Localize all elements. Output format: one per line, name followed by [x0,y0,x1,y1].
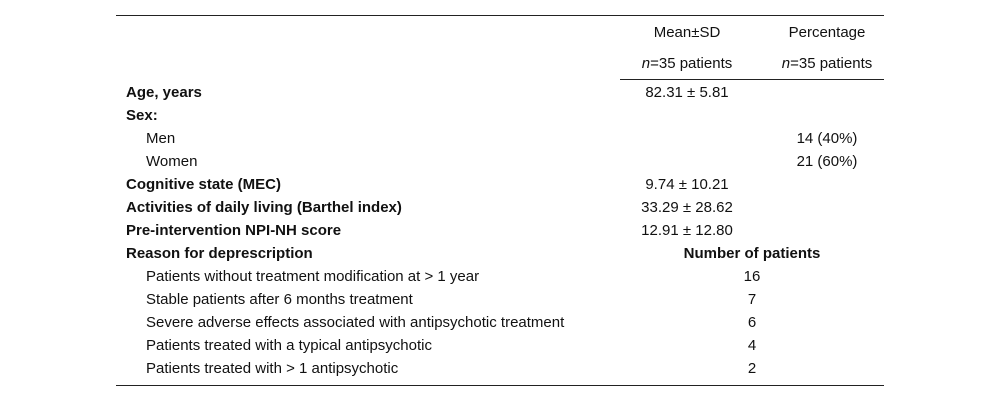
row-pct: 14 (40%) [796,130,858,147]
row-label: Pre-intervention NPI-NH score [126,222,342,239]
header-row-titles [116,21,884,44]
reason-item-label: Patients treated with a typical antipsychotic [146,337,432,354]
row-pct: 21 (60%) [796,153,858,170]
reason-header-row [116,242,884,265]
table-row [116,173,884,196]
table-row [116,265,884,288]
reason-item-label: Stable patients after 6 months treatment [146,291,413,308]
reason-item-count: 4 [747,337,757,354]
table-row [116,104,884,127]
row-mean: 12.91 ± 12.80 [641,222,733,239]
header-percentage: Percentage [788,24,866,41]
header-divider [620,79,884,80]
table-row [116,196,884,219]
header-mean-sd: Mean±SD [653,24,721,41]
table-row [116,288,884,311]
patient-characteristics-table [116,15,884,386]
reason-item-label: Patients without treatment modification at > 1 year [146,268,480,285]
header-row-n [116,52,884,75]
reason-item-count: 2 [747,360,757,377]
header-mean-n: n=35 patients [641,55,733,72]
table-row [116,311,884,334]
table-row [116,219,884,242]
row-mean: 82.31 ± 5.81 [645,84,729,101]
row-label: Women [146,153,198,170]
reason-label: Reason for deprescription [126,245,313,262]
reason-item-count: 7 [747,291,757,308]
reason-item-count: 16 [743,268,761,285]
table-row [116,334,884,357]
table-row [116,81,884,104]
row-label: Cognitive state (MEC) [126,176,282,193]
row-mean: 33.29 ± 28.62 [641,199,733,216]
reason-item-label: Patients treated with > 1 antipsychotic [146,360,399,377]
table-row [116,127,884,150]
reason-item-label: Severe adverse effects associated with antipsychotic treatment [146,314,565,331]
header-pct-n: n=35 patients [781,55,873,72]
row-label: Sex: [126,107,158,124]
row-label: Age, years [126,84,202,101]
number-of-patients-header: Number of patients [683,245,821,262]
row-label: Men [146,130,176,147]
row-label: Activities of daily living (Barthel index) [126,199,402,216]
row-mean: 9.74 ± 10.21 [645,176,729,193]
reason-item-count: 6 [747,314,757,331]
table-row [116,150,884,173]
table-row [116,357,884,380]
